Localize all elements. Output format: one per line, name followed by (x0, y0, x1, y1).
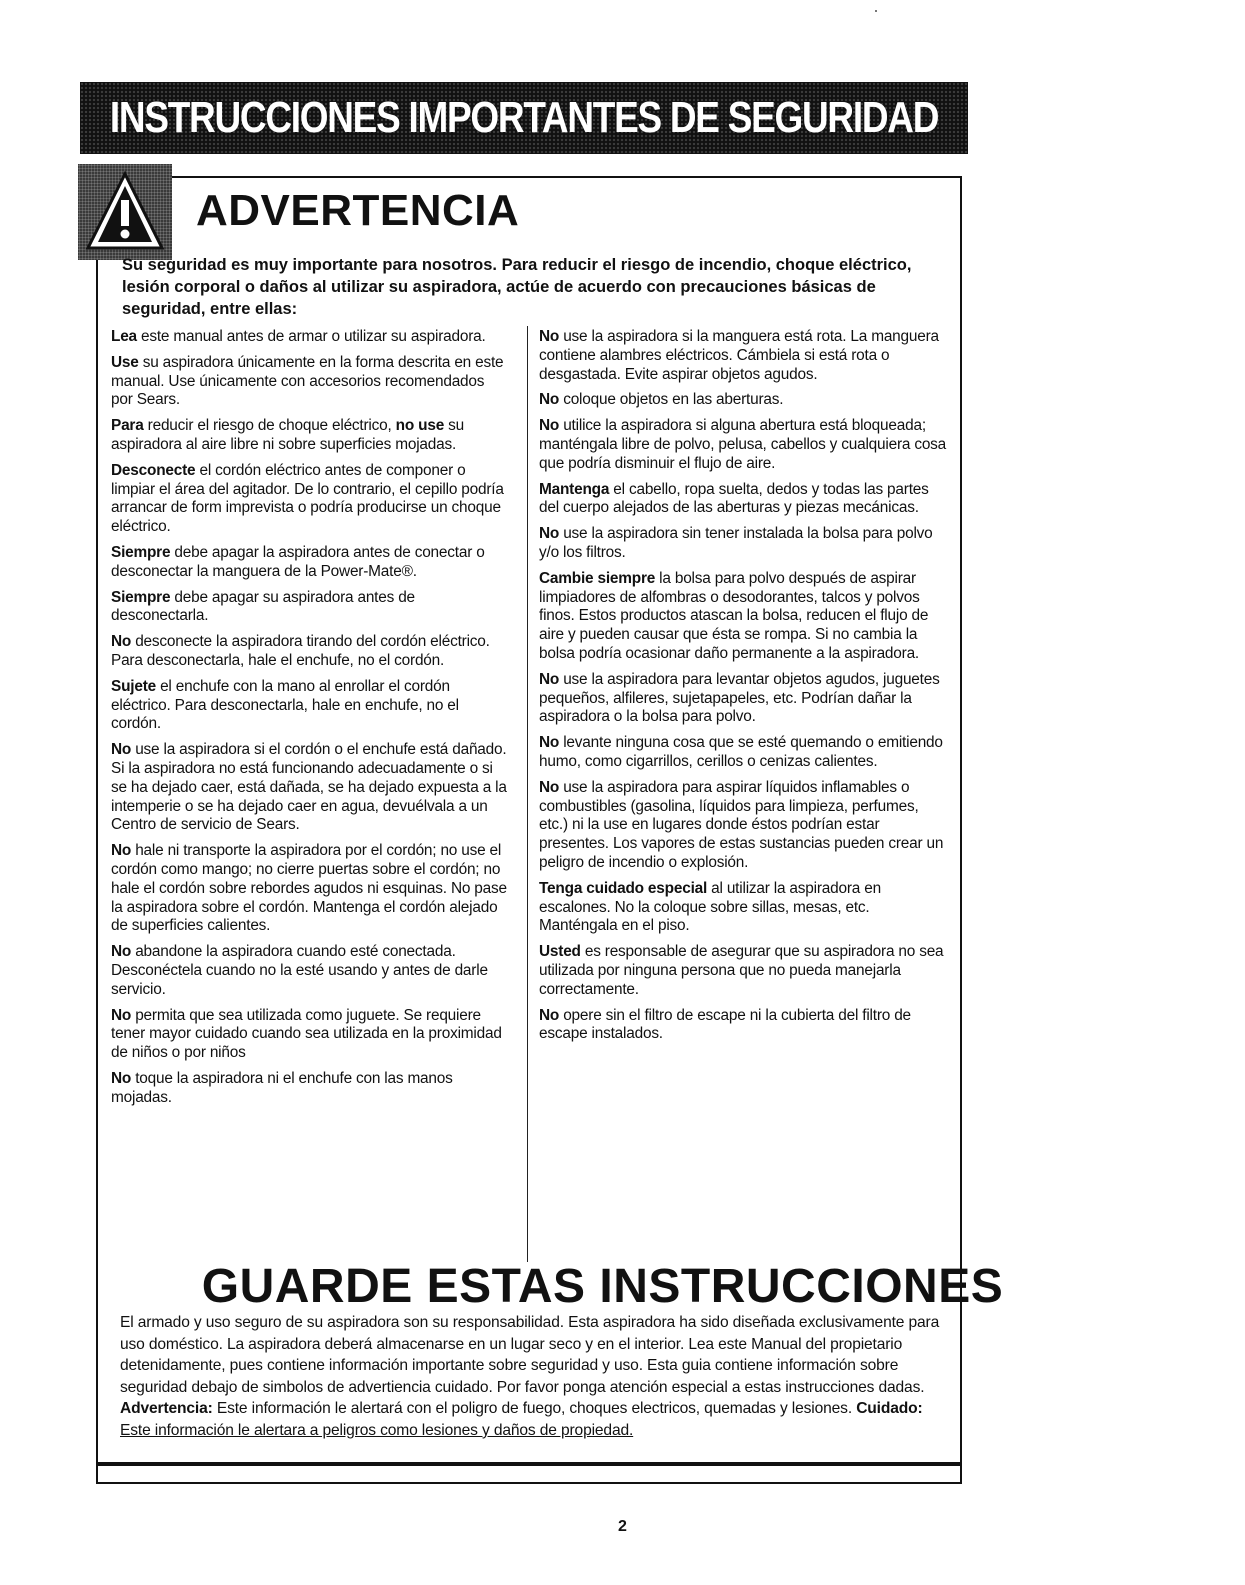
safety-item (539, 943, 951, 999)
safety-item (111, 354, 509, 410)
safety-item-lead: No (111, 943, 132, 961)
safety-item (111, 741, 509, 835)
safety-item-lead: No (111, 1069, 132, 1087)
safety-item (111, 589, 509, 627)
safety-item (539, 779, 951, 873)
advertencia-label: Advertencia: (120, 1400, 213, 1418)
save-instructions-text: GUARDE ESTAS INSTRUCCIONES (201, 1260, 1004, 1313)
safety-item-text: al utilizar la aspiradora en escalones. No la coloque sobre sillas, mesas, etc. Manténgala en el piso. (539, 879, 881, 935)
warning-title: ADVERTENCIA (196, 186, 520, 235)
safety-item-text: debe apagar la aspiradora antes de conectar o desconectar la manguera de la Power-Mate®. (111, 543, 485, 580)
safety-item-text: es responsable de asegurar que su aspiradora no sea utilizada por ninguna persona que no pueda manejarla correctamente. (539, 943, 944, 998)
warning-triangle-icon (84, 170, 166, 254)
safety-item-text: desconecte la aspiradora tirando del cordón eléctrico. Para desconectarla, hale el enchufe, no el cordón. (111, 633, 490, 669)
safety-item-text: levante ninguna cosa que se esté quemando o emitiendo humo, como cigarrillos, cerillos o cenizas calientes. (539, 734, 943, 770)
safety-item-lead: No (539, 778, 560, 796)
safety-item-lead: Desconecte (111, 461, 196, 479)
safety-item (539, 570, 951, 664)
safety-item (539, 1007, 951, 1045)
safety-item (111, 678, 509, 734)
safety-item-text: use la aspiradora si el cordón o el enchufe está dañado. Si la aspiradora no está funcionando adecuadamente o si se ha dejado caer, está dañada, se ha dejado expuesta a la intemperie o se ha dejado caer en agua, devuélvala a un Centro de servicio de Sears. (111, 741, 507, 834)
safety-item-lead: No (111, 842, 132, 860)
safety-item-lead: Use (111, 353, 139, 371)
safety-item-lead: No (539, 391, 560, 409)
closing-text-2: Este información le alertará con el poligro de fuego, choques electricos, quemadas y lesiones. (212, 1400, 857, 1418)
safety-item-text: use la aspiradora si la manguera está rota. La manguera contiene alambres eléctricos. Cámbiela si está rota o desgastada. Evite aspirar objetos agudos. (539, 328, 939, 383)
warning-intro: Su seguridad es muy importante para nosotros. Para reducir el riesgo de incendio, choque eléctrico, lesión corporal o daños al utilizar su aspiradora, actúe de acuerdo con precauciones básicas de seguridad, entre ellas: (122, 256, 912, 318)
safety-item-lead: No (539, 734, 560, 752)
safety-item (111, 943, 509, 999)
safety-item-lead: No (111, 633, 132, 651)
safety-item-text: opere sin el filtro de escape ni la cubierta del filtro de escape instalados. (539, 1006, 911, 1043)
scan-speck (875, 10, 877, 12)
safety-item (539, 328, 951, 384)
safety-item-lead: No (539, 670, 560, 688)
safety-item-lead: Tenga cuidado especial (539, 879, 708, 897)
column-divider (527, 326, 528, 1262)
safety-item (111, 842, 509, 936)
safety-item-lead: Sujete (111, 677, 156, 695)
safety-item-text: toque la aspiradora ni el enchufe con las manos mojadas. (111, 1069, 453, 1106)
safety-item (111, 633, 509, 671)
left-column (111, 328, 509, 1114)
safety-item-lead: Usted (539, 943, 581, 961)
safety-item-lead: Siempre (111, 588, 171, 606)
safety-item-lead: No (111, 1006, 132, 1024)
safety-item (539, 525, 951, 563)
safety-item-text: permita que sea utilizada como juguete. Se requiere tener mayor cuidado cuando sea utilizada en la proximidad de niños o por niños (111, 1006, 502, 1062)
safety-item-text: reducir el riesgo de choque eléctrico, (143, 417, 396, 435)
right-column (539, 328, 951, 1051)
safety-item-text: debe apagar su aspiradora antes de desconectarla. (111, 588, 415, 625)
safety-item (111, 417, 509, 455)
closing-paragraph (120, 1312, 956, 1442)
safety-item (111, 462, 509, 537)
safety-item (539, 417, 951, 473)
safety-item-lead: No (111, 741, 132, 759)
safety-item-lead: no use (395, 417, 445, 435)
safety-item (111, 544, 509, 582)
safety-item-text: la bolsa para polvo después de aspirar limpiadores de alfombras o desodorantes, talcos y polvos finos. Estos productos atascan la bolsa, reducen el flujo de aire y pueden causar que ésta se rompa. Si no cambia la bolsa podría ocasionar daño permanente a la aspiradora. (539, 569, 929, 662)
safety-item (111, 1007, 509, 1063)
safety-item-lead: Lea (111, 328, 137, 345)
safety-item-lead: Para (111, 417, 144, 435)
safety-item-lead: Cambie siempre (539, 569, 656, 587)
safety-item-text: use la aspiradora para aspirar líquidos inflamables o combustibles (gasolina, líquidos para limpieza, perfumes, etc.) ni la use en lugares donde éstos podrían estar presentes. Los vapores de estas sustancias pueden crear un peligro de incendio o explosión. (539, 778, 944, 871)
safety-item-text: su aspiradora únicamente en la forma descrita en este manual. Use únicamente con accesorios recomendados por Sears. (111, 353, 504, 409)
bottom-rule (96, 1462, 962, 1466)
safety-item-text: su aspiradora al aire libre ni sobre superficies mojadas. (111, 417, 464, 453)
safety-item (111, 1070, 509, 1108)
closing-text-1: El armado y uso seguro de su aspiradora son su responsabilidad. Esta aspiradora ha sido diseñada exclusivamente para uso doméstico. La aspiradora deberá almacenarse en un lugar seco y en el interior. Lea este Manual del propietario detenidamente, pues contiene información importante sobre seguridad y uso. Esta guia contiene información sobre seguridad debajo de simbolos de advertiencia cuidado. Por favor ponga atención especial a estas instrucciones dadas. (120, 1314, 940, 1396)
safety-item (539, 734, 951, 772)
safety-item (539, 391, 951, 410)
safety-item-text: coloque objetos en las aberturas. (559, 391, 784, 409)
safety-item-text: el cordón eléctrico antes de componer o limpiar el área del agitador. De lo contrario, el cepillo podría arrancar de form imprevista o podría producirse un choque eléctrico. (111, 461, 504, 536)
safety-banner (80, 82, 968, 154)
safety-item-lead: No (539, 328, 560, 345)
safety-item-text: abandone la aspiradora cuando esté conectada. Desconéctela cuando no la esté usando y antes de darle servicio. (111, 943, 488, 998)
closing-text-3: Este información le alertara a peligros como lesiones y daños de propiedad. (120, 1421, 634, 1439)
safety-item-text: el enchufe con la mano al enrollar el cordón eléctrico. Para desconectarla, hale en enchufe, no el cordón. (111, 677, 459, 733)
safety-item-text: el cabello, ropa suelta, dedos y todas las partes del cuerpo alejados de las aberturas y piezas mecánicas. (539, 480, 929, 517)
safety-item-text: este manual antes de armar o utilizar su aspiradora. (136, 328, 486, 345)
safety-item (539, 880, 951, 936)
safety-item-text: utilice la aspiradora si alguna abertura está bloqueada; manténgala libre de polvo, pelusa, cabellos y cualquiera cosa que podría disminuir el flujo de aire. (539, 417, 947, 472)
safety-item-text: use la aspiradora para levantar objetos agudos, juguetes pequeños, alfileres, sujetapapeles, etc. Podrían dañar la aspiradora o la bolsa para polvo. (539, 670, 940, 726)
safety-item-lead: Siempre (111, 543, 171, 561)
safety-item (111, 328, 509, 347)
page-number: 2 (618, 1518, 627, 1535)
safety-item-lead: No (539, 525, 560, 543)
safety-item (539, 481, 951, 519)
safety-item-lead: No (539, 417, 560, 435)
save-instructions-title (0, 1259, 1245, 1314)
warning-icon-block (78, 164, 172, 260)
safety-item-text: hale ni transporte la aspiradora por el cordón; no use el cordón como mango; no cierre puertas sobre el cordón; no hale el cordón sobre rebordes agudos ni esquinas. No pase la aspiradora sobre el cordón. Mantenga el cordón alejado de superficies calientes. (111, 842, 507, 935)
safety-item (539, 671, 951, 727)
banner-title: INSTRUCCIONES IMPORTANTES DE SEGURIDAD (109, 93, 939, 142)
cuidado-label: Cuidado: (856, 1400, 923, 1418)
safety-item-lead: No (539, 1006, 560, 1024)
safety-item-lead: Mantenga (539, 480, 610, 498)
safety-item-text: use la aspiradora sin tener instalada la bolsa para polvo y/o los filtros. (539, 525, 933, 561)
